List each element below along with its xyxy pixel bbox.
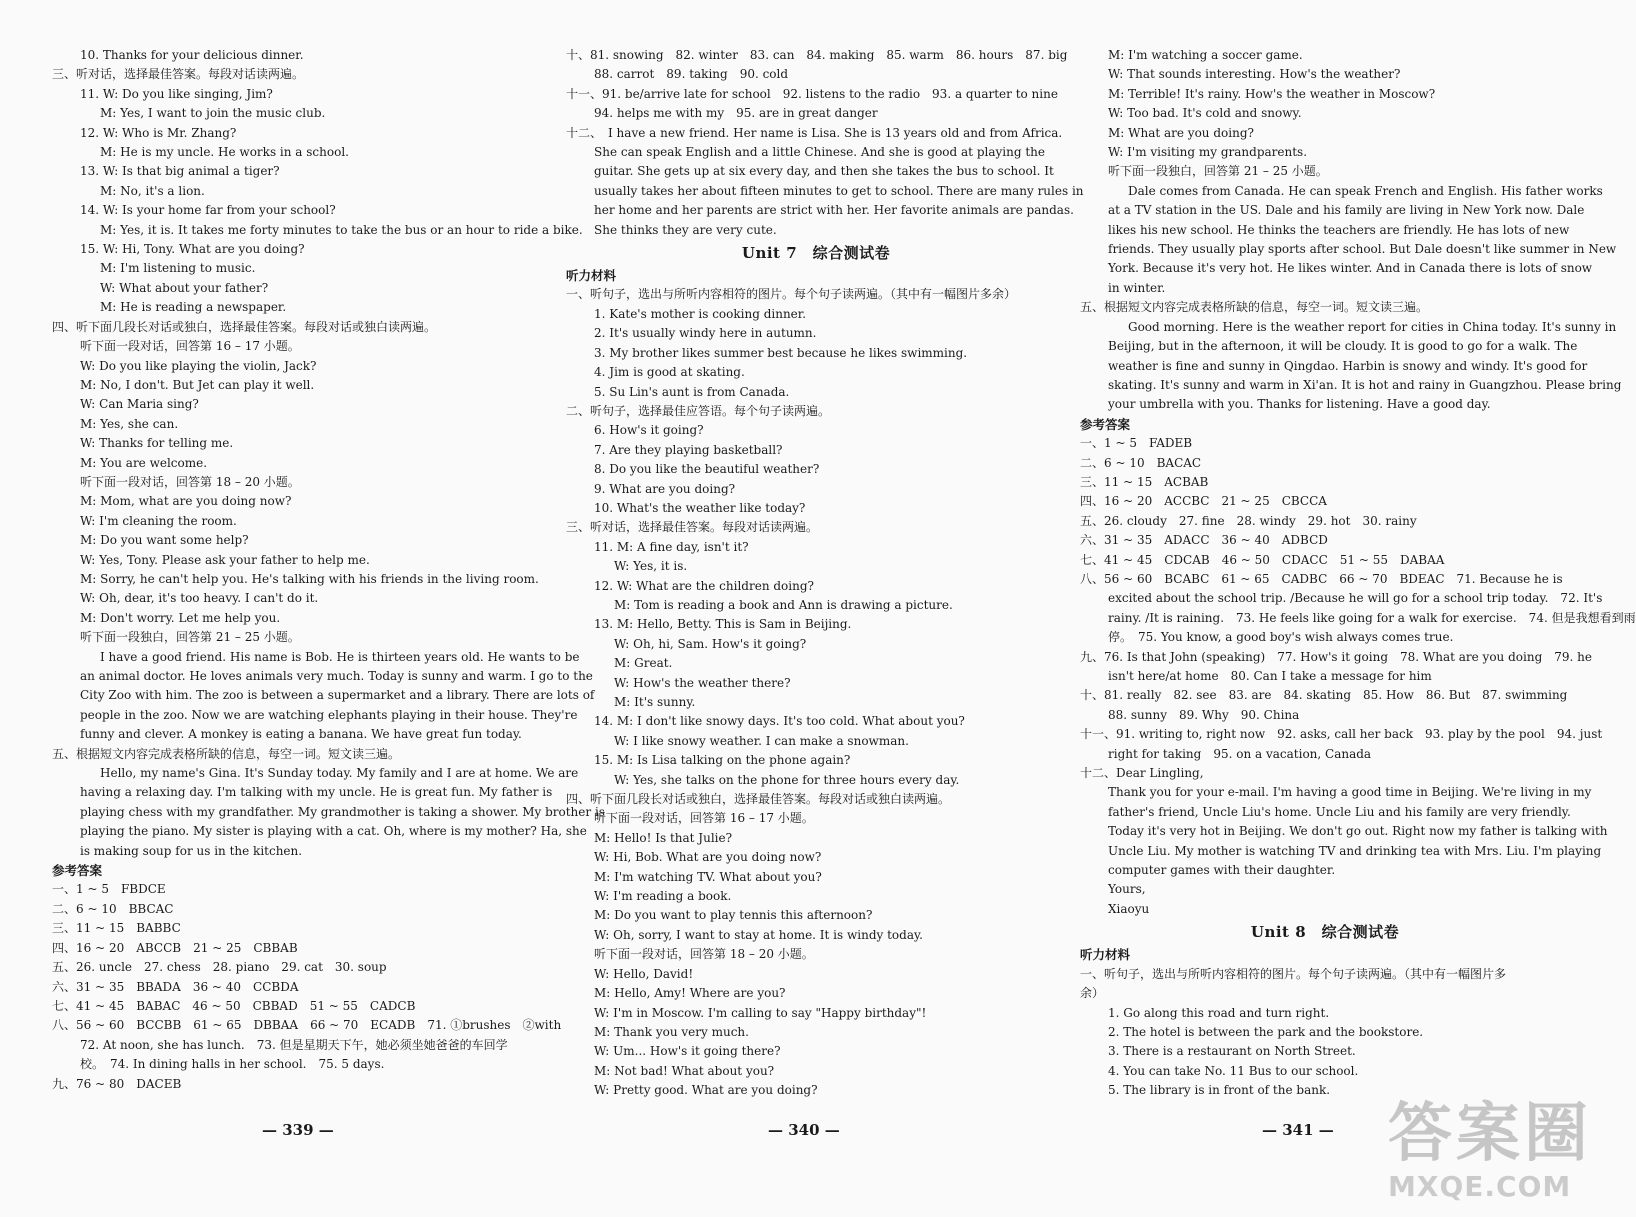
text-line: 三、听对话，选择最佳答案。每段对话读两遍。 <box>52 67 305 82</box>
section-heading: 听力材料 <box>1080 947 1131 963</box>
text-line: M: What are you doing? <box>1108 125 1254 140</box>
text-line: York. Because it's very hot. He likes winter. And in Canada there is lots of snow <box>1108 261 1593 276</box>
text-line: 3. My brother likes summer best because he likes swimming. <box>594 345 968 360</box>
text-line: 四、听下面几段长对话或独白，选择最佳答案。每段对话或独白读两遍。 <box>566 792 951 807</box>
text-line: right for taking 95. on a vacation, Canada <box>1108 746 1372 761</box>
text-line: W: Pretty good. What are you doing? <box>594 1083 818 1098</box>
text-line: W: I'm cleaning the room. <box>80 513 237 528</box>
text-line: M: I'm listening to music. <box>100 261 256 276</box>
text-line: friends. They usually play sports after school. But Dale doesn't like summer in New <box>1108 242 1617 257</box>
text-line: 8. Do you like the beautiful weather? <box>594 462 820 477</box>
text-line: 4. Jim is good at skating. <box>594 365 745 380</box>
text-line: M: He is reading a newspaper. <box>100 300 287 315</box>
text-line: 五、26. cloudy 27. fine 28. windy 29. hot 30. rainy <box>1080 513 1417 528</box>
text-line: Xiaoyu <box>1108 901 1150 916</box>
text-line: 听下面一段独白，回答第 21 – 25 小题。 <box>1108 164 1328 179</box>
text-line: W: That sounds interesting. How's the weather? <box>1108 67 1401 82</box>
text-line: W: Oh, sorry, I want to stay at home. It is windy today. <box>594 927 923 942</box>
text-line: W: Oh, dear, it's too heavy. I can't do it. <box>80 591 319 606</box>
text-line: 一、1 ~ 5 FADEB <box>1080 436 1193 451</box>
text-line: guitar. She gets up at six every day, and then she takes the bus to school. It <box>594 164 1054 179</box>
text-line: skating. It's sunny and warm in Xi'an. It is hot and rainy in Guangzhou. Please bring <box>1108 377 1622 392</box>
text-line: M: Don't worry. Let me help you. <box>80 610 281 625</box>
text-line: 十一、91. writing to, right now 92. asks, call her back 93. play by the pool 94. just <box>1080 727 1603 742</box>
text-line: M: Great. <box>614 656 673 671</box>
section-title: Unit 7 综合测试卷 <box>741 244 891 263</box>
text-line: 八、56 ~ 60 BCCBB 61 ~ 65 DBBAA 66 ~ 70 ECADB 71. ①brushes ②with <box>52 1018 562 1033</box>
text-line: W: I'm in Moscow. I'm calling to say "Happy birthday"! <box>594 1005 927 1020</box>
text-line: 14. M: I don't like snowy days. It's too cold. What about you? <box>594 714 965 729</box>
text-line: likes his new school. He thinks the teachers are friendly. He has lots of new <box>1108 222 1570 237</box>
text-line: Thank you for your e-mail. I'm having a good time in Beijing. We're living in my <box>1108 785 1592 800</box>
text-line: M: Do you want some help? <box>80 533 249 548</box>
text-line: M: Yes, I want to join the music club. <box>100 106 326 121</box>
section-heading: 参考答案 <box>52 863 103 879</box>
text-line: M: Tom is reading a book and Ann is drawing a picture. <box>614 597 953 612</box>
page-340-column <box>566 46 1084 1146</box>
text-line: 72. At noon, she has lunch. 73. 但是星期天下午，她必须坐她爸爸的车回学 <box>80 1037 508 1052</box>
text-line: W: How's the weather there? <box>614 675 791 690</box>
text-line: M: I'm watching TV. What about you? <box>594 869 822 884</box>
text-line: W: Hi, Bob. What are you doing now? <box>594 850 822 865</box>
text-line: M: Thank you very much. <box>594 1024 749 1039</box>
text-line: 听下面一段对话，回答第 16 – 17 小题。 <box>80 339 300 354</box>
text-line: 校。 74. In dining halls in her school. 75. 5 days. <box>80 1057 385 1072</box>
text-line: 四、听下面几段长对话或独白，选择最佳答案。每段对话或独白读两遍。 <box>52 319 437 334</box>
text-line: 八、56 ~ 60 BCABC 61 ~ 65 CADBC 66 ~ 70 BDEAC 71. Because he is <box>1080 571 1563 586</box>
page-number-340: — 340 — <box>768 1121 840 1139</box>
text-line: 7. Are they playing basketball? <box>594 442 783 457</box>
text-line: M: No, it's a lion. <box>100 183 205 198</box>
text-line: Dale comes from Canada. He can speak French and English. His father works <box>1128 183 1603 198</box>
text-line: 一、1 ~ 5 FBDCE <box>52 882 166 897</box>
text-line: W: Yes, it is. <box>614 559 688 574</box>
text-line: 二、听句子，选择最佳应答语。每个句子读两遍。 <box>566 403 831 418</box>
text-line: 九、76. Is that John (speaking) 77. How's it going 78. What are you doing 79. he <box>1080 649 1592 664</box>
text-line: 十、81. snowing 82. winter 83. can 84. making 85. warm 86. hours 87. big <box>566 48 1068 62</box>
text-line: Beijing, but in the afternoon, it will be cloudy. It is good to go for a walk. The <box>1108 339 1578 354</box>
text-line: She thinks they are very cute. <box>594 222 777 237</box>
text-line: 听下面一段对话，回答第 18 – 20 小题。 <box>80 474 300 489</box>
text-line: W: Yes, she talks on the phone for three hours every day. <box>614 772 960 787</box>
text-line: M: He is my uncle. He works in a school. <box>100 145 349 160</box>
text-line: Uncle Liu. My mother is watching TV and drinking tea with Mrs. Liu. I'm playing <box>1108 843 1602 858</box>
section-heading: 听力材料 <box>566 268 617 284</box>
watermark-url: MXQE.COM <box>1388 1170 1572 1203</box>
text-line: father's friend, Uncle Liu's home. Uncle Liu and his family are very friendly. <box>1108 804 1571 819</box>
text-line: I have a good friend. His name is Bob. He is thirteen years old. He wants to be <box>100 649 580 664</box>
text-line: an animal doctor. He loves animals very much. Today is sunny and warm. I go to the <box>80 669 593 683</box>
text-line: W: Can Maria sing? <box>80 397 199 412</box>
text-line: at a TV station in the US. Dale and his family are living in New York now. Dale <box>1108 203 1585 218</box>
text-line: isn't here/at home 80. Can I take a message for him <box>1108 669 1432 683</box>
text-line: 10. Thanks for your delicious dinner. <box>80 48 304 62</box>
text-line: 5. Su Lin's aunt is from Canada. <box>594 384 790 399</box>
text-line: W: I like snowy weather. I can make a snowman. <box>614 733 909 748</box>
text-line: is making soup for us in the kitchen. <box>80 843 303 858</box>
text-line: 15. M: Is Lisa talking on the phone again? <box>594 753 851 768</box>
page-number-339: — 339 — <box>262 1121 334 1139</box>
text-line: playing chess with my grandfather. My grandmother is taking a shower. My brother is <box>80 804 605 819</box>
text-line: 四、16 ~ 20 ABCCB 21 ~ 25 CBBAB <box>52 940 298 955</box>
text-line: 四、16 ~ 20 ACCBC 21 ~ 25 CBCCA <box>1080 494 1327 509</box>
section-heading: 参考答案 <box>1080 416 1131 432</box>
text-line: M: I'm watching a soccer game. <box>1108 48 1303 62</box>
text-line: W: I'm reading a book. <box>594 889 732 904</box>
text-line: 13. M: Hello, Betty. This is Sam in Beijing. <box>594 617 852 632</box>
text-line: 余） <box>1080 986 1105 1001</box>
watermark-logo <box>1388 1098 1598 1213</box>
text-line: playing the piano. My sister is playing with a cat. Oh, where is my mother? Ha, she <box>80 824 587 839</box>
text-line: 三、听对话，选择最佳答案。每段对话读两遍。 <box>566 520 819 535</box>
text-line: in winter. <box>1108 280 1166 295</box>
text-line: 二、6 ~ 10 BACAC <box>1080 455 1202 470</box>
text-line: City Zoo with him. The zoo is between a supermarket and a library. There are lots of <box>80 688 595 703</box>
text-line: 12. W: What are the children doing? <box>594 578 814 593</box>
text-line: W: Hello, David! <box>594 966 694 981</box>
text-line: 七、41 ~ 45 BABAC 46 ~ 50 CBBAD 51 ~ 55 CADCB <box>52 998 416 1013</box>
text-line: 11. W: Do you like singing, Jim? <box>80 86 273 101</box>
watermark-text: 答案圈 <box>1388 1097 1592 1171</box>
text-line: M: You are welcome. <box>80 455 208 470</box>
text-line: 1. Kate's mother is cooking dinner. <box>594 306 807 321</box>
text-line: W: Thanks for telling me. <box>80 436 234 451</box>
text-line: M: Do you want to play tennis this afternoon? <box>594 908 873 923</box>
text-line: 1. Go along this road and turn right. <box>1108 1005 1330 1020</box>
text-line: 停。 75. You know, a good boy's wish always comes true. <box>1108 630 1454 645</box>
text-line: M: Terrible! It's rainy. How's the weather in Moscow? <box>1108 86 1436 101</box>
text-line: 11. M: A fine day, isn't it? <box>594 539 749 554</box>
text-line: 10. What's the weather like today? <box>594 500 806 515</box>
text-line: your umbrella with you. Thanks for listening. Have a good day. <box>1108 397 1491 412</box>
text-line: 9. What are you doing? <box>594 481 736 496</box>
text-line: 一、听句子，选出与所听内容相符的图片。每个句子读两遍。（其中有一幅图片多余） <box>566 287 1017 302</box>
text-line: 十、81. really 82. see 83. are 84. skating 85. How 86. But 87. swimming <box>1080 688 1568 703</box>
text-line: M: Yes, she can. <box>80 416 179 431</box>
text-line: M: Hello! Is that Julie? <box>594 830 733 845</box>
text-line: W: Um... How's it going there? <box>594 1044 781 1059</box>
text-line: She can speak English and a little Chinese. And she is good at playing the <box>594 145 1045 160</box>
text-line: M: Yes, it is. It takes me forty minutes to take the bus or an hour to ride a bike. <box>100 222 583 237</box>
text-line: 88. sunny 89. Why 90. China <box>1108 707 1300 722</box>
text-line: 14. W: Is your home far from your school? <box>80 203 336 218</box>
page-341-column <box>1080 46 1636 1146</box>
text-line: 15. W: Hi, Tony. What are you doing? <box>80 242 305 257</box>
text-line: 五、26. uncle 27. chess 28. piano 29. cat 30. soup <box>52 960 387 975</box>
text-line: M: Not bad! What about you? <box>594 1063 775 1078</box>
text-line: W: What about your father? <box>100 280 269 295</box>
text-line: 听下面一段对话，回答第 16 – 17 小题。 <box>594 811 814 826</box>
text-line: excited about the school trip. /Because he will go for a school trip today. 72. It's <box>1108 591 1603 606</box>
text-line: 九、76 ~ 80 DACEB <box>52 1076 182 1091</box>
text-line: 五、根据短文内容完成表格所缺的信息，每空一词。短文读三遍。 <box>52 746 401 761</box>
text-line: 五、根据短文内容完成表格所缺的信息，每空一词。短文读三遍。 <box>1080 300 1429 315</box>
text-line: 二、6 ~ 10 BBCAC <box>52 901 174 916</box>
text-line: W: Oh, hi, Sam. How's it going? <box>614 636 807 651</box>
text-line: Hello, my name's Gina. It's Sunday today. My family and I are at home. We are <box>100 766 579 781</box>
text-line: weather is fine and sunny in Qingdao. Harbin is snowy and windy. It's good for <box>1108 358 1588 373</box>
text-line: 4. You can take No. 11 Bus to our school. <box>1108 1063 1359 1078</box>
text-line: 六、31 ~ 35 BBADA 36 ~ 40 CCBDA <box>52 979 299 994</box>
text-line: W: I'm visiting my grandparents. <box>1108 145 1308 160</box>
text-line: M: Sorry, he can't help you. He's talking with his friends in the living room. <box>80 571 539 586</box>
text-line: computer games with their daughter. <box>1108 863 1336 878</box>
text-line: 94. helps me with my 95. are in great danger <box>594 106 878 121</box>
text-line: 2. The hotel is between the park and the bookstore. <box>1108 1024 1424 1039</box>
text-line: 听下面一段对话，回答第 18 – 20 小题。 <box>594 947 814 962</box>
text-line: 三、11 ~ 15 ACBAB <box>1080 474 1209 489</box>
text-line: W: Yes, Tony. Please ask your father to help me. <box>80 552 370 567</box>
text-line: 十一、91. be/arrive late for school 92. listens to the radio 93. a quarter to nine <box>566 86 1058 101</box>
page-number-341: — 341 — <box>1262 1121 1334 1139</box>
text-line: 88. carrot 89. taking 90. cold <box>594 67 789 82</box>
text-line: 5. The library is in front of the bank. <box>1108 1083 1331 1098</box>
text-line: people in the zoo. Now we are watching elephants playing in their house. They're <box>80 707 578 722</box>
text-line: 13. W: Is that big animal a tiger? <box>80 164 280 179</box>
text-line: 十二、Dear Lingling, <box>1080 766 1204 781</box>
text-line: usually takes her about fifteen minutes to get to school. There are many rules in <box>594 183 1084 198</box>
text-line: M: Hello, Amy! Where are you? <box>594 986 786 1001</box>
text-line: her home and her parents are strict with her. Her favorite animals are pandas. <box>594 203 1074 218</box>
text-line: W: Do you like playing the violin, Jack? <box>80 358 317 373</box>
text-line: M: Mom, what are you doing now? <box>80 494 292 509</box>
text-line: 十二、 I have a new friend. Her name is Lisa. She is 13 years old and from Africa. <box>566 125 1063 140</box>
text-line: 3. There is a restaurant on North Street. <box>1108 1044 1356 1059</box>
text-line: Today it's very hot in Beijing. We don't go out. Right now my father is talking with <box>1108 824 1608 839</box>
text-line: rainy. /It is raining. 73. He feels like going for a walk for exercise. 74. 但是我想看到雨 <box>1108 610 1636 625</box>
text-line: 六、31 ~ 35 ADACC 36 ~ 40 ADBCD <box>1080 533 1328 548</box>
text-line: 七、41 ~ 45 CDCAB 46 ~ 50 CDACC 51 ~ 55 DABAA <box>1080 552 1445 567</box>
text-line: 12. W: Who is Mr. Zhang? <box>80 125 237 140</box>
text-line: 听下面一段独白，回答第 21 – 25 小题。 <box>80 630 300 645</box>
text-line: M: It's sunny. <box>614 695 696 709</box>
text-line: W: Too bad. It's cold and snowy. <box>1108 106 1302 121</box>
section-title: Unit 8 综合测试卷 <box>1250 923 1400 942</box>
text-line: Good morning. Here is the weather report for cities in China today. It's sunny in <box>1128 319 1617 334</box>
text-line: 2. It's usually windy here in autumn. <box>594 326 817 341</box>
text-line: M: No, I don't. But Jet can play it well. <box>80 377 315 392</box>
text-line: 一、听句子，选出与所听内容相符的图片。每个句子读两遍。（其中有一幅图片多 <box>1080 966 1507 981</box>
text-line: 三、11 ~ 15 BABBC <box>52 921 181 936</box>
text-line: having a relaxing day. I'm talking with my uncle. He is great fun. My father is <box>80 785 553 800</box>
text-line: Yours, <box>1108 882 1146 897</box>
text-line: funny and clever. A monkey is eating a banana. We have great fun today. <box>80 727 522 742</box>
text-line: 6. How's it going? <box>594 423 704 438</box>
